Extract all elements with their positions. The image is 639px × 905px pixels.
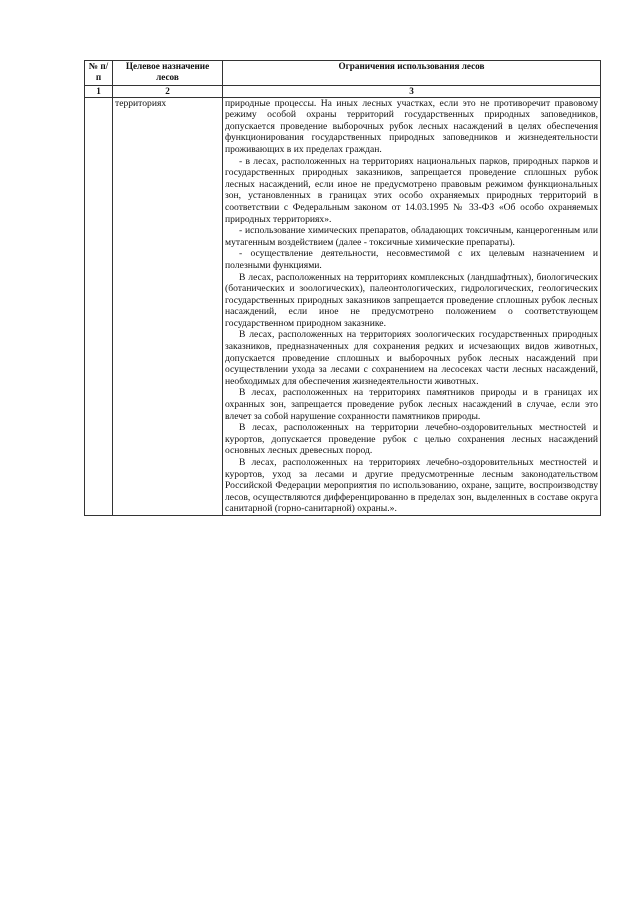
restriction-paragraph: - использование химических препаратов, обладающих токсичным, канцерогенным или мутагенным воздействием (далее - токсичные химические препараты).	[225, 225, 598, 248]
column-number-1: 1	[85, 86, 113, 98]
header-forest-purpose: Целевое назначение лесов	[113, 61, 223, 86]
column-number-3: 3	[223, 86, 601, 98]
restriction-paragraph: - осуществление деятельности, несовместимой с их целевым назначением и полезными функциями.	[225, 248, 598, 271]
restriction-paragraph: В лесах, расположенных на территориях комплексных (ландшафтных), биологических (ботанических и зоологических), палеонтологических, гидрологических, геологических государственных природных заказников запрещается проведение сплошных рубок лесных насаждений, если иное не предусмотрено положением о соответствующем государственном природном заказнике.	[225, 271, 598, 329]
forest-purpose-cell: территориях	[113, 97, 223, 515]
document-page	[84, 60, 600, 516]
restriction-paragraph: В лесах, расположенных на территории лечебно-оздоровительных местностей и курортов, допускается проведение рубок с целью сохранения лесных насаждений основных лесных древесных пород.	[225, 422, 598, 457]
restriction-paragraph: В лесах, расположенных на территориях лечебно-оздоровительных местностей и курортов, уход за лесами и другие предусмотренные лесным законодательством Российской Федерации мероприятия по использованию, охране, защите, воспроизводству лесов, осуществляются дифференцированно в пределах зон, выделенных в составе округа санитарной (горно-санитарной) охраны.».	[225, 457, 598, 515]
restriction-paragraph: В лесах, расположенных на территориях зоологических государственных природных заказников, предназначенных для сохранения редких и исчезающих видов животных, допускается проведение сплошных и выборочных рубок лесных насаждений при осуществлении ухода за лесами с сохранением на лесосеках части лесных насаждений, необходимых для обеспечения жизнедеятельности животных.	[225, 329, 598, 387]
restrictions-cell	[223, 97, 601, 515]
restriction-paragraph: - в лесах, расположенных на территориях национальных парков, природных парков и государственных природных заказников, запрещается проведение сплошных рубок лесных насаждений, если иное не предусмотрено правовым режимом функциональных зон, установленных в границах этих особо охраняемых природных территорий в соответствии с Федеральным законом от 14.03.1995 № 33-ФЗ «Об особо охраняемых природных территориях».	[225, 155, 598, 225]
header-row	[85, 61, 601, 86]
header-restrictions: Ограничения использования лесов	[223, 61, 601, 86]
restriction-paragraph: В лесах, расположенных на территориях памятников природы и в границах их охранных зон, запрещается проведение рубок лесных насаждений в случае, если это влечет за собой нарушение сохранности памятников природы.	[225, 387, 598, 422]
row-number-cell	[85, 97, 113, 515]
restriction-paragraph: природные процессы. На иных лесных участках, если это не противоречит правовому режиму особой охраны территорий государственных природных заповедников, допускается проведение выборочных рубок лесных насаждений в целях обеспечения функционирования государственных природных заповедников и жизнедеятельности проживающих в их пределах граждан.	[225, 97, 598, 155]
column-number-2: 2	[113, 86, 223, 98]
table-row	[85, 97, 601, 515]
forest-restrictions-table	[84, 60, 601, 516]
header-number: № п/п	[85, 61, 113, 86]
column-number-row	[85, 86, 601, 98]
